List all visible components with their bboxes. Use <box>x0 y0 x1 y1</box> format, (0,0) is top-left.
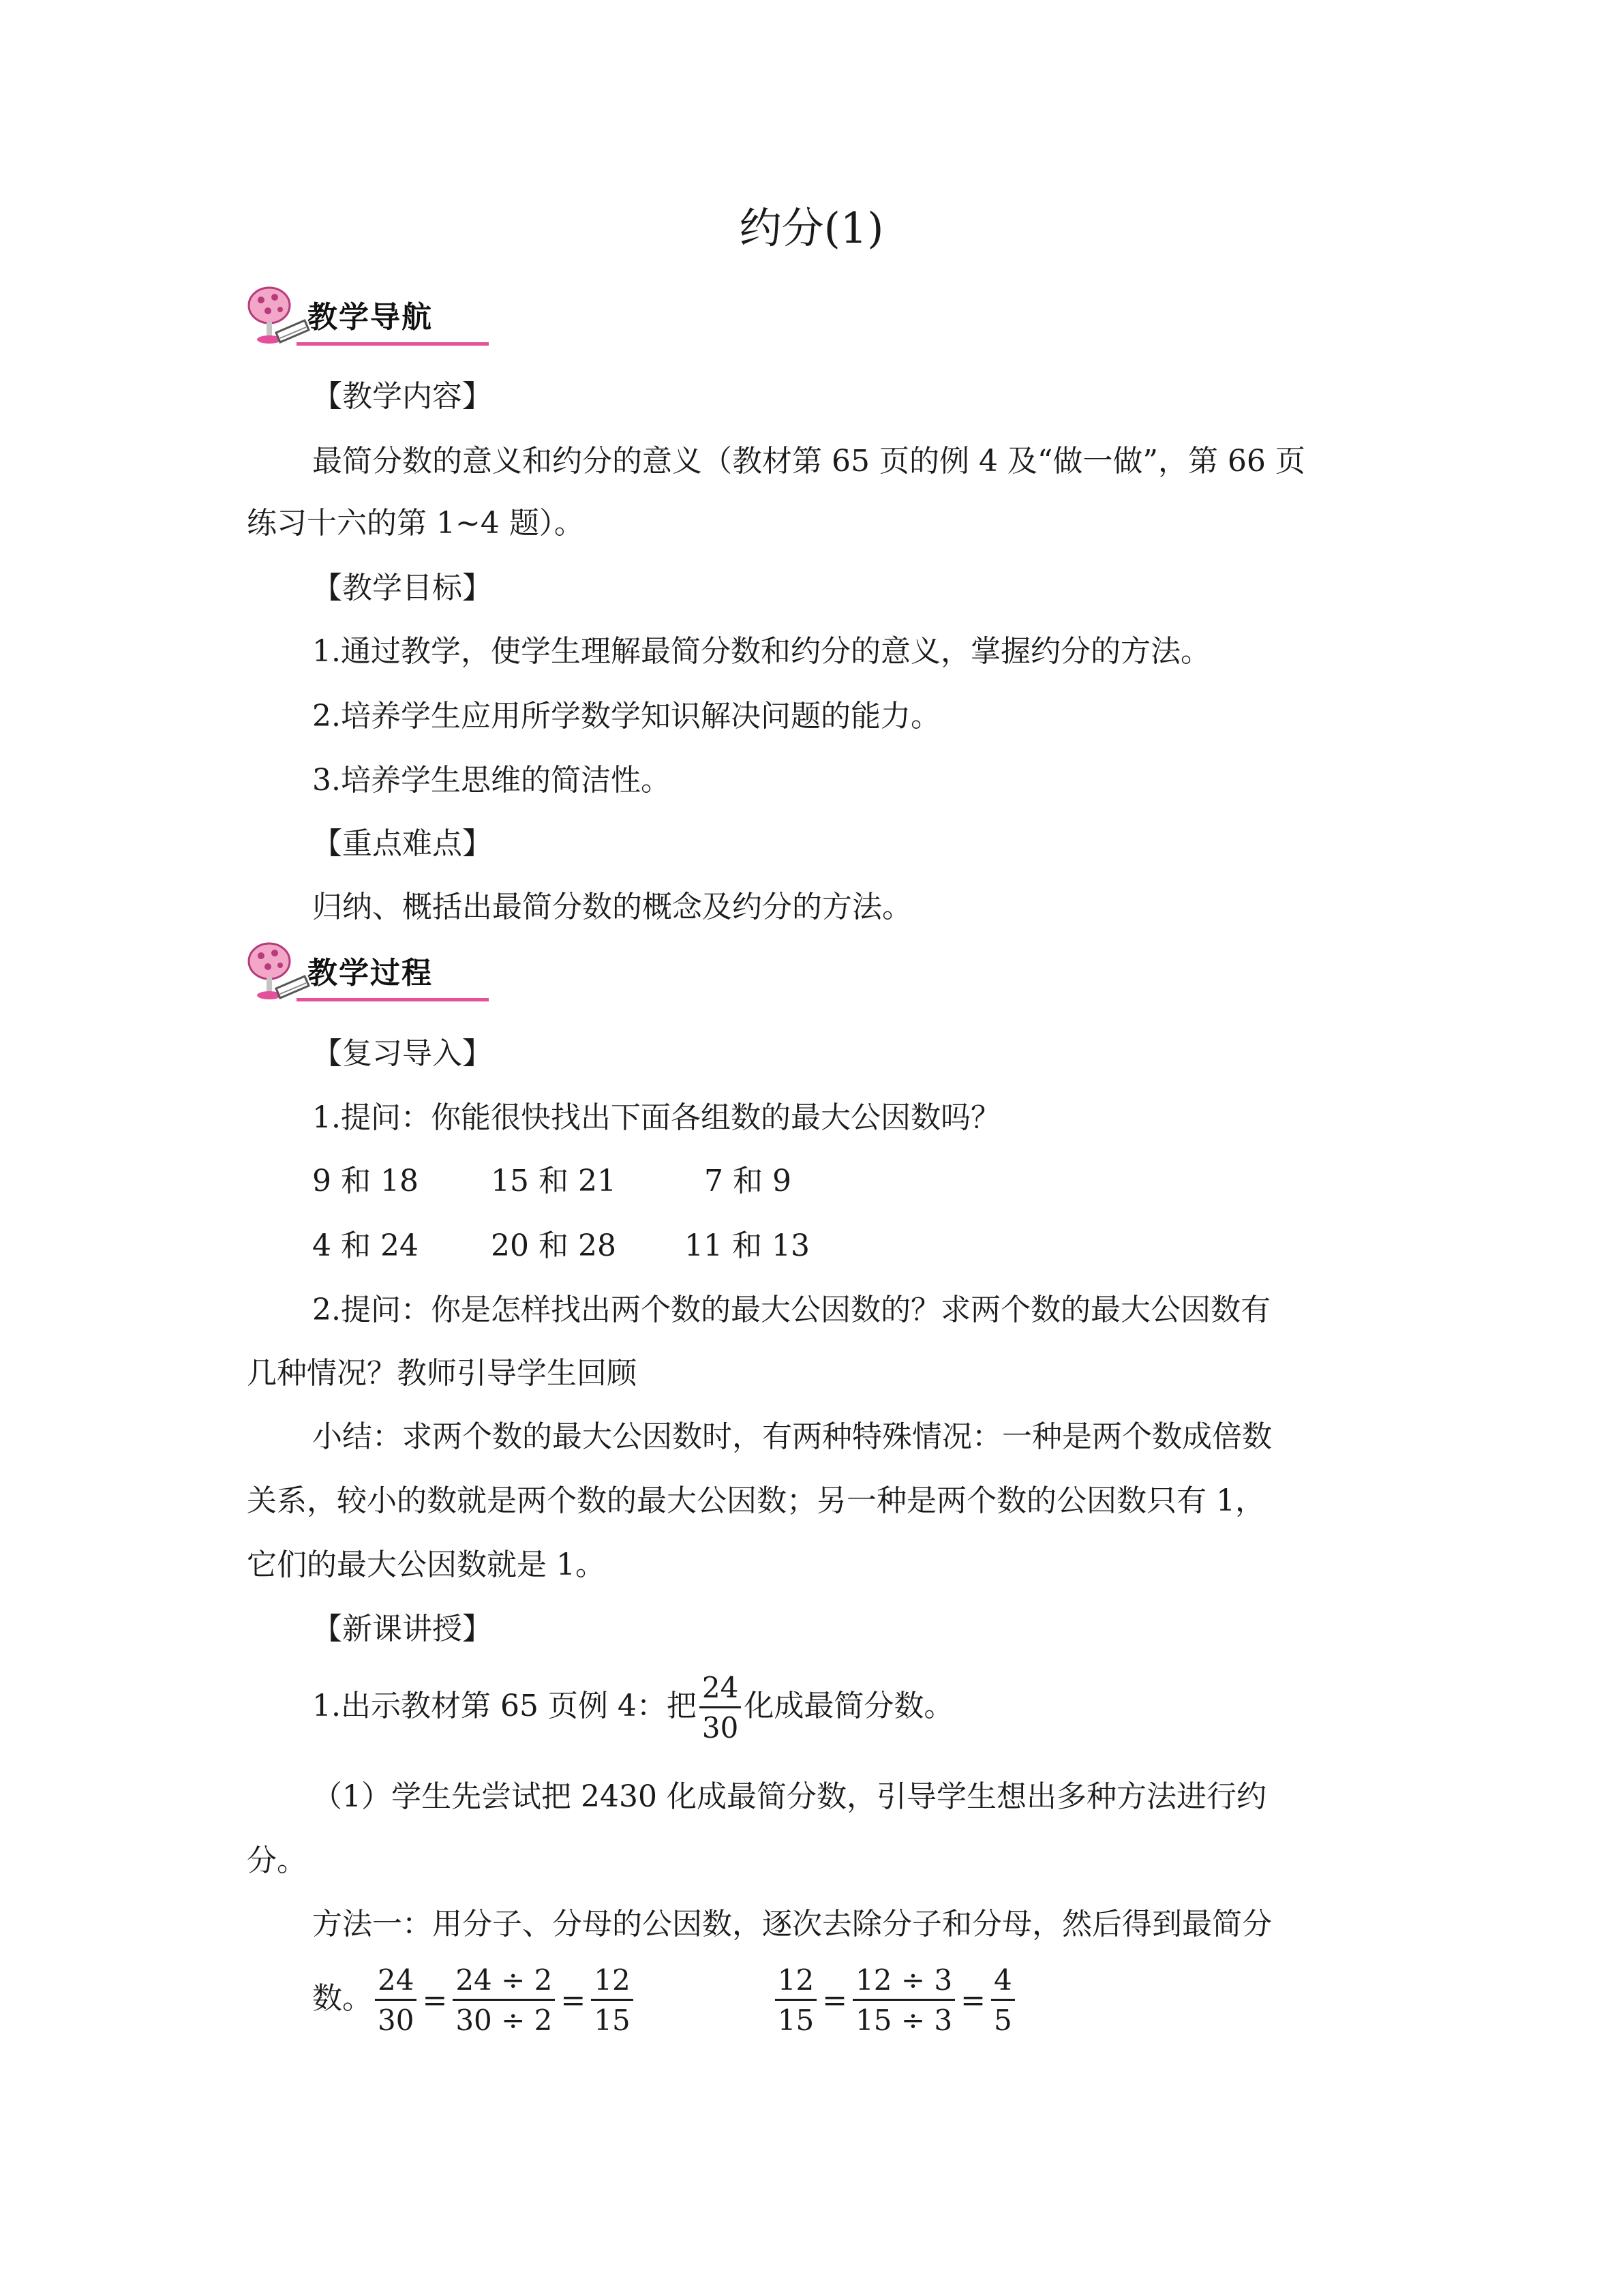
denominator: 5 <box>993 2004 1012 2037</box>
fraction <box>991 1963 1015 2037</box>
key-text: 归纳、概括出最简分数的概念及约分的方法。 <box>312 890 912 924</box>
denominator: 15 <box>594 2004 631 2037</box>
example-text-pre: 1.出示教材第 65 页例 4：把 <box>312 1689 697 1723</box>
new-lesson-heading: 【新课讲授】 <box>312 1612 492 1646</box>
key-heading: 【重点难点】 <box>312 826 492 861</box>
goal-2: 2.培养学生应用所学数学知识解决问题的能力。 <box>312 699 941 734</box>
summary-line-3: 它们的最大公因数就是 1。 <box>247 1547 605 1582</box>
numerator: 12 <box>775 1966 817 2001</box>
badge-label: 教学导航 <box>307 300 433 335</box>
denominator: 15 <box>777 2004 815 2037</box>
denominator: 30 ÷ 2 <box>455 2004 553 2037</box>
numerator: 24 ÷ 2 <box>453 1966 555 2001</box>
summary-line-2: 关系，较小的数就是两个数的最大公因数；另一种是两个数的公因数只有 1， <box>247 1483 1265 1518</box>
section-badge-nav <box>242 285 494 350</box>
fraction <box>453 1963 555 2037</box>
content-text-2: 练习十六的第 1~4 题）。 <box>247 506 584 541</box>
fraction <box>699 1671 741 1744</box>
lamp-book-icon <box>242 285 310 350</box>
fraction <box>853 1963 955 2037</box>
question-2-line-1: 2.提问：你是怎样找出两个数的最大公因数的？求两个数的最大公因数有 <box>312 1293 1271 1327</box>
goal-3: 3.培养学生思维的简洁性。 <box>312 763 671 798</box>
section-badge-process <box>242 941 494 1006</box>
number-pair: 15 和 21 <box>491 1164 616 1198</box>
number-pair: 11 和 13 <box>684 1228 810 1263</box>
fraction <box>775 1963 817 2037</box>
question-1: 1.提问：你能很快找出下面各组数的最大公因数吗？ <box>312 1100 1001 1135</box>
numerator: 24 <box>375 1966 416 2001</box>
equals-sign: = <box>960 1982 986 2018</box>
question-2-line-2: 几种情况？教师引导学生回顾 <box>247 1356 637 1391</box>
number-pair: 9 和 18 <box>312 1164 419 1198</box>
content-heading: 【教学内容】 <box>312 379 492 414</box>
number-pair: 7 和 9 <box>704 1164 791 1198</box>
goal-1: 1.通过教学，使学生理解最简分数和约分的意义，掌握约分的方法。 <box>312 634 1211 669</box>
method-1-text: 数。 <box>312 1981 372 2016</box>
denominator: 15 ÷ 3 <box>855 2004 953 2037</box>
badge-underline <box>297 998 489 1001</box>
review-heading: 【复习导入】 <box>312 1036 492 1071</box>
fraction <box>375 1963 416 2037</box>
equals-sign: = <box>422 1982 448 2018</box>
step-1-line-2: 分。 <box>247 1843 307 1878</box>
numerator: 4 <box>991 1966 1015 2001</box>
denominator: 30 <box>701 1711 739 1744</box>
fraction <box>591 1963 633 2037</box>
badge-label: 教学过程 <box>307 956 433 991</box>
equals-sign: = <box>560 1982 586 2018</box>
example-text-post: 化成最简分数。 <box>744 1689 954 1723</box>
badge-underline <box>297 342 489 346</box>
equals-sign: = <box>822 1982 848 2018</box>
method-1-line-1: 方法一：用分子、分母的公因数，逐次去除分子和分母，然后得到最简分 <box>312 1907 1272 1942</box>
denominator: 30 <box>378 2004 414 2037</box>
summary-line-1: 小结：求两个数的最大公因数时，有两种特殊情况：一种是两个数成倍数 <box>312 1419 1272 1454</box>
method-1-equations <box>312 1963 1444 2037</box>
numerator: 12 <box>591 1966 633 2001</box>
content-text-1: 最简分数的意义和约分的意义（教材第 65 页的例 4 及“做一做”，第 66 页 <box>312 444 1305 479</box>
example-line <box>312 1671 1444 1744</box>
page-title: 约分(1) <box>739 203 884 253</box>
number-pair: 4 和 24 <box>312 1228 419 1263</box>
numerator: 24 <box>699 1674 741 1708</box>
step-1-line-1: （1）学生先尝试把 2430 化成最简分数，引导学生想出多种方法进行约 <box>312 1779 1266 1814</box>
number-pair: 20 和 28 <box>491 1228 616 1263</box>
goal-heading: 【教学目标】 <box>312 571 492 605</box>
numerator: 12 ÷ 3 <box>853 1966 955 2001</box>
lamp-book-icon <box>242 941 310 1006</box>
